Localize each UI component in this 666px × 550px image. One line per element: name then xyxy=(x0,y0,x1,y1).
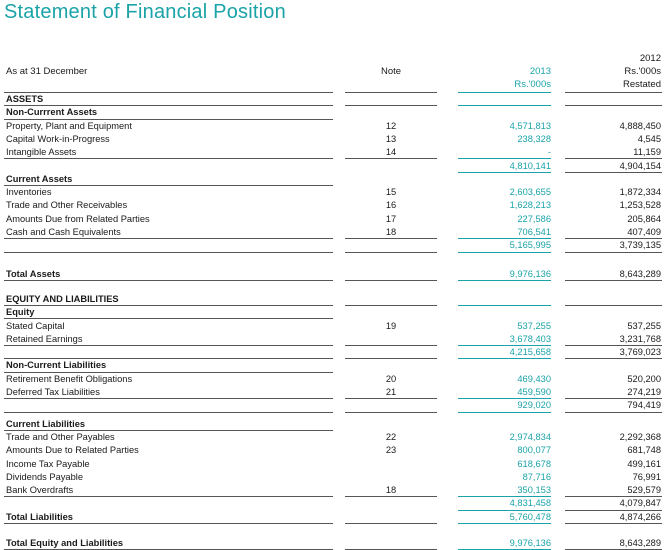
col-2013-year: 2013 xyxy=(529,66,551,77)
value-2013: 459,590 xyxy=(517,387,551,397)
subtotal-row xyxy=(0,399,666,412)
value-2012: 1,872,334 xyxy=(619,187,661,198)
table-row xyxy=(0,484,666,497)
col-2012-year: 2012 xyxy=(639,53,661,64)
row-label: Income Tax Payable xyxy=(6,458,90,469)
value-2012: 4,545 xyxy=(637,133,661,144)
row-label: Capital Work-in-Progress xyxy=(6,133,110,144)
row-note: 22 xyxy=(385,431,397,442)
value-2013: 4,810,141 xyxy=(509,160,551,171)
value-2013: 238,328 xyxy=(517,133,551,144)
row-rule xyxy=(458,523,551,524)
subtotal-row xyxy=(0,497,666,510)
value-2012: 4,079,847 xyxy=(619,498,661,509)
table-row xyxy=(0,386,666,399)
table-row xyxy=(0,320,666,333)
row-label: Cash and Cash Equivalents xyxy=(6,227,121,237)
value-2013: 800,077 xyxy=(517,445,551,456)
row-note: 21 xyxy=(385,387,397,397)
row-label: Total Assets xyxy=(6,268,61,279)
value-2013: 618,678 xyxy=(517,458,551,469)
row-note: 18 xyxy=(385,227,397,237)
value-2013: - xyxy=(547,147,551,158)
row-label: Trade and Other Receivables xyxy=(6,200,128,211)
row-label: EQUITY AND LIABILITIES xyxy=(6,293,119,304)
value-2012: 8,643,289 xyxy=(619,268,661,279)
value-2012: 3,739,135 xyxy=(619,240,661,251)
subtotal-row xyxy=(0,160,666,173)
table-row xyxy=(0,359,666,372)
col-2013-unit: Rs.'000s xyxy=(514,79,551,90)
row-rule xyxy=(458,412,551,413)
value-2013: 3,678,403 xyxy=(509,333,551,344)
value-2012: 1,253,528 xyxy=(619,200,661,211)
row-label: Bank Overdrafts xyxy=(6,485,74,496)
value-2013: 4,831,458 xyxy=(509,498,551,509)
col-2012-unit: Rs.'000s xyxy=(624,66,661,77)
note-column-header: Note xyxy=(380,66,402,77)
row-label: Amounts Due to Related Parties xyxy=(6,445,139,456)
row-rule xyxy=(565,280,662,281)
value-2012: 407,409 xyxy=(627,227,661,237)
table-row xyxy=(0,106,666,119)
table-row xyxy=(0,186,666,199)
value-2013: 227,586 xyxy=(517,213,551,224)
table-row xyxy=(0,293,666,306)
row-note: 20 xyxy=(385,373,397,384)
row-label: Dividends Payable xyxy=(6,471,84,482)
row-label: Deferred Tax Liabilities xyxy=(6,387,100,397)
row-rule xyxy=(565,252,662,253)
as-at-label: As at 31 December xyxy=(6,66,88,77)
row-label: Property, Plant and Equipment xyxy=(6,120,132,131)
row-note: 13 xyxy=(385,133,397,144)
table-row xyxy=(0,431,666,444)
value-2012: 529,579 xyxy=(627,485,661,496)
row-rule xyxy=(458,252,551,253)
table-row xyxy=(0,444,666,457)
table-row xyxy=(0,146,666,159)
value-2012: 520,200 xyxy=(627,373,661,384)
value-2013: 929,020 xyxy=(517,400,551,411)
row-rule xyxy=(345,280,437,281)
table-row xyxy=(0,333,666,346)
row-rule xyxy=(458,280,551,281)
value-2013: 4,215,658 xyxy=(509,347,551,358)
value-2013: 9,976,136 xyxy=(509,268,551,279)
table-row xyxy=(0,199,666,212)
row-rule xyxy=(4,280,333,281)
table-row xyxy=(0,537,666,550)
table-row xyxy=(0,511,666,524)
table-row xyxy=(0,306,666,319)
value-2012: 4,888,450 xyxy=(619,120,661,131)
row-label: Stated Capital xyxy=(6,320,65,331)
row-note: 17 xyxy=(385,213,397,224)
table-row xyxy=(0,133,666,146)
value-2012: 274,219 xyxy=(627,387,661,397)
row-rule xyxy=(345,252,437,253)
row-rule xyxy=(345,523,437,524)
value-2012: 681,748 xyxy=(627,445,661,456)
row-note: 19 xyxy=(385,320,397,331)
row-label: Amounts Due from Related Parties xyxy=(6,213,150,224)
row-label: Equity xyxy=(6,307,35,318)
row-label: Total Liabilities xyxy=(6,511,73,522)
row-rule xyxy=(345,412,437,413)
value-2012: 4,874,266 xyxy=(619,511,661,522)
table-row xyxy=(0,120,666,133)
table-row xyxy=(0,373,666,386)
table-row xyxy=(0,268,666,281)
col-2012-restated: Restated xyxy=(622,79,661,90)
value-2013: 350,153 xyxy=(517,485,551,496)
table-row xyxy=(0,418,666,431)
value-2012: 76,991 xyxy=(632,471,661,482)
value-2012: 794,419 xyxy=(627,400,661,411)
row-rule xyxy=(4,252,333,253)
row-rule xyxy=(4,412,333,413)
value-2013: 469,430 xyxy=(517,373,551,384)
page-title: Statement of Financial Position xyxy=(4,1,286,23)
row-rule xyxy=(4,523,333,524)
value-2012: 205,864 xyxy=(627,213,661,224)
value-2013: 87,716 xyxy=(522,471,551,482)
row-label: Retained Earnings xyxy=(6,333,83,344)
value-2012: 2,292,368 xyxy=(619,431,661,442)
row-label: ASSETS xyxy=(6,94,44,104)
value-2013: 5,165,995 xyxy=(509,240,551,251)
row-label: Inventories xyxy=(6,187,52,198)
row-note: 14 xyxy=(385,147,397,158)
table-row xyxy=(0,173,666,186)
value-2013: 537,255 xyxy=(517,320,551,331)
row-label: Current Assets xyxy=(6,173,73,184)
row-note: 16 xyxy=(385,200,397,211)
row-note: 23 xyxy=(385,445,397,456)
row-note: 15 xyxy=(385,187,397,198)
value-2013: 5,760,478 xyxy=(509,511,551,522)
row-rule xyxy=(565,412,662,413)
row-rule xyxy=(565,523,662,524)
row-label: Intangible Assets xyxy=(6,147,77,158)
value-2012: 8,643,289 xyxy=(619,538,661,548)
value-2012: 3,769,023 xyxy=(619,347,661,358)
subtotal-row xyxy=(0,346,666,359)
table-row xyxy=(0,226,666,239)
value-2013: 4,571,813 xyxy=(509,120,551,131)
table-row xyxy=(0,471,666,484)
row-label: Total Equity and Liabilities xyxy=(6,538,124,548)
value-2013: 9,976,136 xyxy=(509,538,551,548)
value-2012: 11,159 xyxy=(633,147,661,158)
table-row xyxy=(0,93,666,106)
value-2013: 1,628,213 xyxy=(509,200,551,211)
row-note: 12 xyxy=(385,120,397,131)
row-note: 18 xyxy=(385,485,397,496)
row-label: Non-Current Liabilities xyxy=(6,360,107,371)
row-label: Non-Currrent Assets xyxy=(6,107,98,118)
value-2013: 706,541 xyxy=(517,227,551,237)
value-2012: 537,255 xyxy=(627,320,661,331)
value-2012: 4,904,154 xyxy=(619,160,661,171)
subtotal-row xyxy=(0,239,666,252)
row-label: Current Liabilities xyxy=(6,418,86,429)
value-2013: 2,974,834 xyxy=(509,431,551,442)
value-2013: 2,603,655 xyxy=(509,187,551,198)
row-label: Trade and Other Payables xyxy=(6,431,115,442)
value-2012: 499,161 xyxy=(627,458,661,469)
value-2012: 3,231,768 xyxy=(619,333,661,344)
table-row xyxy=(0,213,666,226)
row-label: Retirement Benefit Obligations xyxy=(6,373,133,384)
table-row xyxy=(0,458,666,471)
